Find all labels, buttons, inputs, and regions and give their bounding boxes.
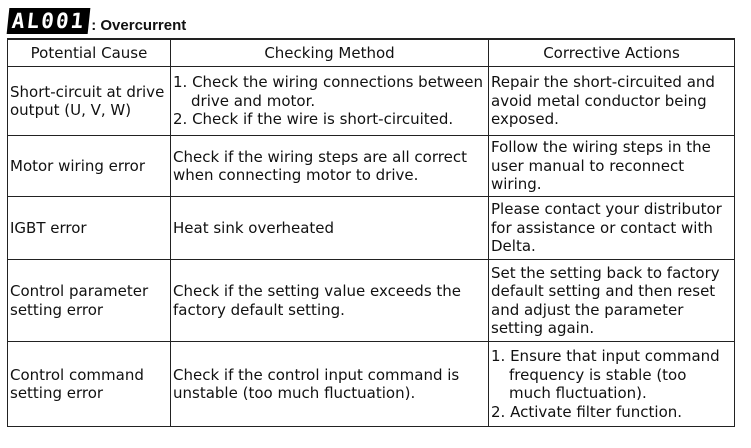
alarm-title: : Overcurrent [91, 17, 187, 34]
table-row [8, 260, 735, 342]
method-step: 1. Check the wiring connections between drive and motor. [173, 73, 484, 110]
method-cell: Heat sink overheated [171, 197, 489, 260]
method-cell: Check if the setting value exceeds the factory default setting. [171, 260, 489, 342]
table-row [8, 197, 735, 260]
method-cell [171, 67, 489, 136]
table-row [8, 342, 735, 427]
table-row [8, 67, 735, 136]
table-row [8, 136, 735, 197]
method-step-list [173, 73, 486, 129]
method-cell: Check if the wiring steps are all correct when connecting motor to drive. [171, 136, 489, 197]
action-cell: Follow the wiring steps in the user manual to reconnect wiring. [489, 136, 735, 197]
action-cell [489, 342, 735, 427]
action-cell: Repair the short-circuited and avoid metal conductor being exposed. [489, 67, 735, 136]
cause-cell: Control command setting error [8, 342, 171, 427]
column-header-corrective-actions: Corrective Actions [489, 39, 735, 67]
cause-cell: Motor wiring error [8, 136, 171, 197]
action-step: 1. Ensure that input command frequency is stable (too much fluctuation). [491, 347, 720, 402]
column-header-potential-cause: Potential Cause [8, 39, 171, 67]
action-step-list [491, 347, 732, 421]
column-header-checking-method: Checking Method [171, 39, 489, 67]
method-step: 2. Check if the wire is short-circuited. [173, 110, 454, 129]
action-cell: Set the setting back to factory default setting and then reset and adjust the parameter setting again. [489, 260, 735, 342]
action-cell: Please contact your distributor for assistance or contact with Delta. [489, 197, 735, 260]
cause-cell: Control parameter setting error [8, 260, 171, 342]
alarm-code-badge: AL001 [7, 8, 91, 34]
troubleshooting-table [7, 38, 735, 427]
method-cell: Check if the control input command is unstable (too much fluctuation). [171, 342, 489, 427]
action-step: 2. Activate filter function. [491, 402, 683, 421]
alarm-header [8, 4, 186, 34]
cause-cell: IGBT error [8, 197, 171, 260]
cause-cell: Short-circuit at drive output (U, V, W) [8, 67, 171, 136]
table-header-row [8, 39, 735, 67]
